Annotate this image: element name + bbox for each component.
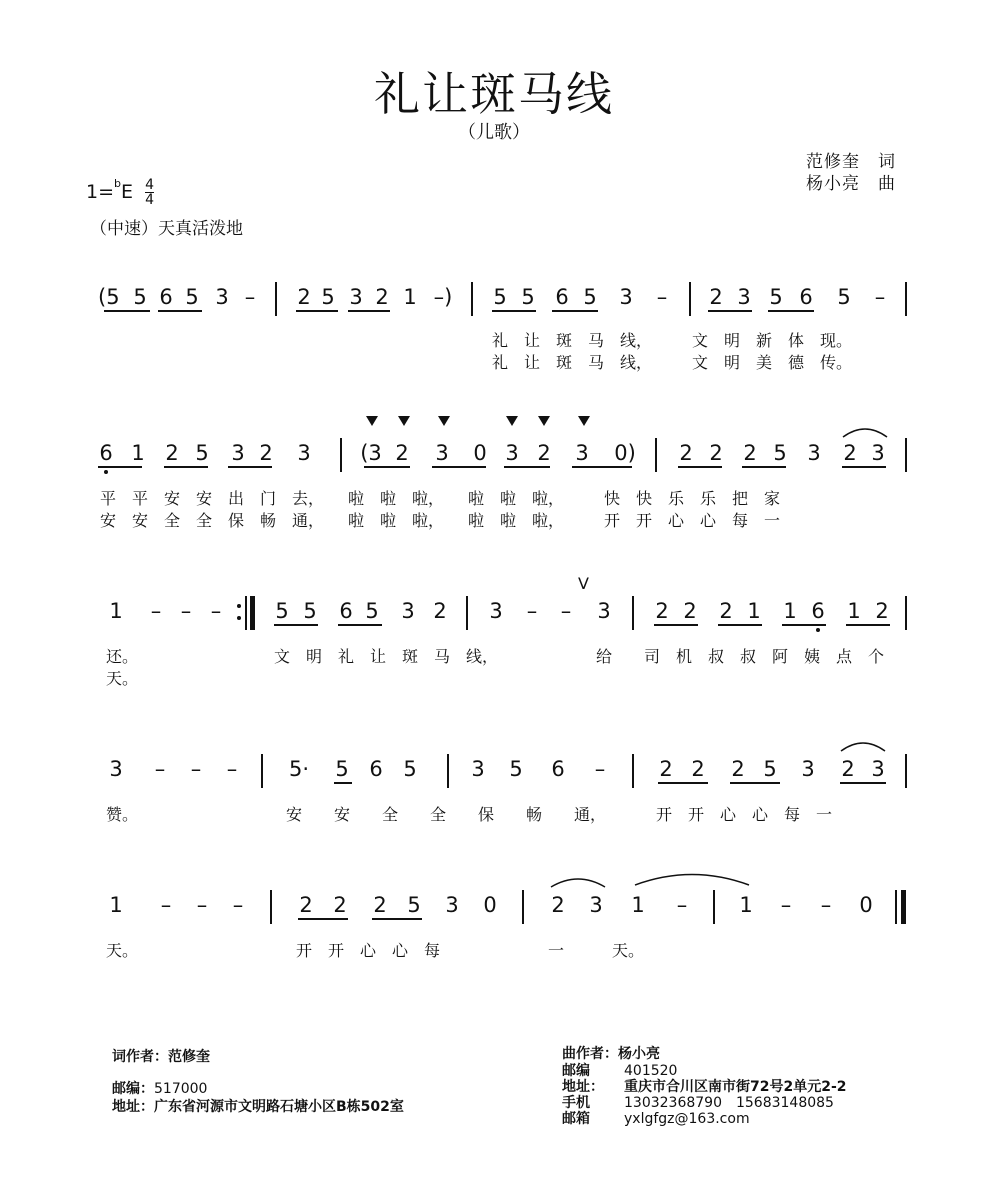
slur	[838, 738, 888, 754]
note: 2	[679, 441, 693, 465]
accent-mark	[578, 416, 590, 426]
breath-mark: V	[578, 574, 589, 593]
repeat-dot	[237, 616, 241, 620]
note: 2	[875, 599, 889, 623]
beam	[552, 310, 598, 312]
note: 2	[165, 441, 179, 465]
barline	[655, 438, 657, 472]
note: 2	[373, 893, 387, 917]
beam	[274, 624, 318, 626]
accent-mark	[506, 416, 518, 426]
tempo-marking: （中速）天真活泼地	[90, 219, 243, 239]
note: 1	[847, 599, 861, 623]
note: 6	[799, 285, 813, 309]
note: 2	[659, 757, 673, 781]
tie	[632, 868, 752, 888]
song-subtitle: （儿歌）	[458, 122, 530, 143]
note: 3	[619, 285, 633, 309]
beam	[372, 918, 422, 920]
barline	[261, 754, 263, 788]
beam	[348, 310, 390, 312]
note: 2	[375, 285, 389, 309]
lyrics-verse2-row1: 礼 让 斑 马 线， 文 明 美 德 传。	[492, 353, 853, 372]
note: 3	[445, 893, 459, 917]
note: 5	[407, 893, 421, 917]
note: (5	[98, 285, 120, 309]
note: 5	[195, 441, 209, 465]
beam	[228, 466, 272, 468]
note: 3	[807, 441, 821, 465]
note: –	[196, 893, 208, 917]
note: –	[820, 893, 832, 917]
note: 2	[709, 285, 723, 309]
note: 5	[133, 285, 147, 309]
lyrics-verse2-row2: 安 安 全 全 保 畅 通， 啦 啦 啦， 啦 啦 啦， 开 开 心 心 每 一	[100, 511, 781, 530]
accent-mark	[538, 416, 550, 426]
note: 0)	[614, 441, 636, 465]
note: –	[232, 893, 244, 917]
beam	[98, 466, 142, 468]
address-label: 地址：	[562, 1079, 604, 1095]
beam	[432, 466, 486, 468]
note: 1	[109, 893, 123, 917]
note: 1	[109, 599, 123, 623]
beam	[730, 782, 780, 784]
beam	[658, 782, 708, 784]
composer-label: 曲作者：	[562, 1046, 618, 1062]
note: (3	[360, 441, 382, 465]
key-prefix: 1=	[86, 181, 115, 203]
note: 2	[691, 757, 705, 781]
note: 0	[473, 441, 487, 465]
beam	[572, 466, 632, 468]
note: –	[780, 893, 792, 917]
barline	[689, 282, 691, 316]
note: –	[150, 599, 162, 623]
note: 3	[109, 757, 123, 781]
note: –	[656, 285, 668, 309]
note: 1	[403, 285, 417, 309]
beam	[654, 624, 698, 626]
barline	[905, 596, 907, 630]
beam	[708, 310, 752, 312]
postcode-label: 邮编	[562, 1063, 590, 1079]
note: 6	[555, 285, 569, 309]
beam	[492, 310, 536, 312]
note: 5	[321, 285, 335, 309]
staff-row-4	[0, 754, 988, 794]
postcode-value: 517000	[154, 1081, 208, 1097]
barline	[713, 890, 715, 924]
composer-email	[562, 1108, 750, 1128]
barline	[522, 890, 524, 924]
email-label: 邮箱	[562, 1111, 590, 1127]
note: –	[190, 757, 202, 781]
note: 3	[575, 441, 589, 465]
barline	[270, 890, 272, 924]
lyrics-verse1-row1: 礼 让 斑 马 线， 文 明 新 体 现。	[492, 331, 853, 350]
lyrics-row4-a: 安 安 全 全 保 畅 通，	[286, 805, 607, 824]
note: –	[244, 285, 256, 309]
note: 5	[365, 599, 379, 623]
barline	[447, 754, 449, 788]
note: 3	[505, 441, 519, 465]
lyricist-label: 词作者：	[112, 1049, 168, 1065]
note: 3	[737, 285, 751, 309]
note: 2	[843, 441, 857, 465]
beam	[742, 466, 786, 468]
note: 2	[333, 893, 347, 917]
lyricist-credit: 范修奎 词	[806, 152, 896, 172]
flat-sign: b	[114, 176, 121, 190]
final-barline	[901, 890, 906, 924]
postcode-label: 邮编：	[112, 1081, 154, 1097]
lyricist-name: 范修奎	[168, 1049, 210, 1065]
note: 5	[335, 757, 349, 781]
note: 5	[275, 599, 289, 623]
phone-value: 13032368790 15683148085	[624, 1095, 834, 1111]
beam	[298, 918, 348, 920]
barline	[471, 282, 473, 316]
note: 3	[401, 599, 415, 623]
note: 2	[551, 893, 565, 917]
note: –	[180, 599, 192, 623]
beam	[296, 310, 338, 312]
note: 3	[597, 599, 611, 623]
time-top: 4	[145, 177, 154, 193]
note: 2	[683, 599, 697, 623]
slur	[548, 874, 608, 890]
beam	[364, 466, 410, 468]
note: –	[210, 599, 222, 623]
note: 5	[769, 285, 783, 309]
note: 3	[801, 757, 815, 781]
lyrics-verse1-row3-start: 还。	[106, 647, 139, 666]
note: 5	[773, 441, 787, 465]
note: 5	[763, 757, 777, 781]
note: 2	[743, 441, 757, 465]
note: 1	[783, 599, 797, 623]
beam	[164, 466, 208, 468]
note: 5	[493, 285, 507, 309]
note: 5·	[288, 757, 310, 781]
note: 3	[871, 441, 885, 465]
note: 5	[583, 285, 597, 309]
note: 2	[433, 599, 447, 623]
beam	[158, 310, 202, 312]
note: 5	[403, 757, 417, 781]
beam	[678, 466, 722, 468]
note: 2	[731, 757, 745, 781]
beam	[338, 624, 382, 626]
postcode-value: 401520	[624, 1063, 678, 1079]
note: –	[160, 893, 172, 917]
note: –	[226, 757, 238, 781]
note: –	[594, 757, 606, 781]
note: 5	[521, 285, 535, 309]
low-octave-dot	[104, 470, 108, 474]
barline	[275, 282, 277, 316]
repeat-dot	[237, 604, 241, 608]
note: –)	[433, 285, 453, 309]
lyrics-row5-a: 开 开 心 心 每	[296, 941, 441, 960]
phone-label: 手机	[562, 1095, 590, 1111]
note: 3	[215, 285, 229, 309]
note: 3	[231, 441, 245, 465]
note: –	[526, 599, 538, 623]
lyrics-verse1-row2: 平 平 安 安 出 门 去， 啦 啦 啦， 啦 啦 啦， 快 快 乐 乐 把 家	[100, 489, 781, 508]
note: 3	[471, 757, 485, 781]
note: –	[874, 285, 886, 309]
time-bottom: 4	[145, 192, 154, 208]
note: 3	[589, 893, 603, 917]
beam	[334, 782, 352, 784]
staff-row-2	[0, 438, 988, 478]
note: 3	[435, 441, 449, 465]
beam	[840, 782, 886, 784]
lyricist-address	[112, 1096, 404, 1116]
note: 2	[655, 599, 669, 623]
note: 6	[99, 441, 113, 465]
note: 5	[303, 599, 317, 623]
note: 5	[185, 285, 199, 309]
beam	[104, 310, 150, 312]
beam	[782, 624, 826, 626]
barline	[245, 596, 247, 630]
key-note: E	[121, 181, 134, 203]
lyrics-row4-b: 开 开 心 心 每 一	[656, 805, 833, 824]
note: 2	[299, 893, 313, 917]
barline	[632, 754, 634, 788]
staff-row-3	[0, 596, 988, 636]
note: –	[154, 757, 166, 781]
email-value: yxlgfgz@163.com	[624, 1111, 750, 1127]
note: 2	[297, 285, 311, 309]
lyricist-postcode	[112, 1078, 207, 1098]
note: 6	[339, 599, 353, 623]
beam	[768, 310, 814, 312]
lyrics-chorus-row3-b: 给 司 机 叔 叔 阿 姨 点 个	[596, 647, 885, 666]
note: 5	[837, 285, 851, 309]
note: 3	[297, 441, 311, 465]
barline	[632, 596, 634, 630]
lyrics-verse2-row3-start: 天。	[106, 669, 139, 688]
note: 6	[551, 757, 565, 781]
repeat-barline	[250, 596, 255, 630]
note: 1	[747, 599, 761, 623]
note: 3	[489, 599, 503, 623]
composer-credit: 杨小亮 曲	[806, 174, 896, 194]
barline	[905, 282, 907, 316]
lyrics-chorus-row3-a: 文 明 礼 让 斑 马 线，	[274, 647, 499, 666]
accent-mark	[438, 416, 450, 426]
note: 1	[631, 893, 645, 917]
slur	[840, 424, 890, 440]
note: 1	[739, 893, 753, 917]
staff-row-1	[0, 282, 988, 322]
lyricist-info	[112, 1046, 210, 1066]
note: 1	[131, 441, 145, 465]
lyrics-row5-b: 一 天。	[548, 941, 645, 960]
note: 6	[369, 757, 383, 781]
note: 0	[859, 893, 873, 917]
address-label: 地址：	[112, 1099, 154, 1115]
key-signature	[86, 178, 154, 207]
note: 2	[841, 757, 855, 781]
note: 2	[709, 441, 723, 465]
note: 2	[259, 441, 273, 465]
accent-mark	[366, 416, 378, 426]
note: 6	[159, 285, 173, 309]
note: 6	[811, 599, 825, 623]
beam	[842, 466, 886, 468]
note: –	[560, 599, 572, 623]
low-octave-dot	[816, 628, 820, 632]
barline	[905, 438, 907, 472]
barline	[466, 596, 468, 630]
accent-mark	[398, 416, 410, 426]
note: 2	[395, 441, 409, 465]
beam	[846, 624, 890, 626]
lyrics-row5-start: 天。	[106, 941, 139, 960]
note: 3	[871, 757, 885, 781]
note: 5	[509, 757, 523, 781]
barline	[340, 438, 342, 472]
note: 2	[537, 441, 551, 465]
composer-name: 杨小亮	[618, 1046, 660, 1062]
note: 3	[349, 285, 363, 309]
time-signature	[145, 178, 154, 207]
beam	[718, 624, 762, 626]
note: 2	[719, 599, 733, 623]
address-value: 重庆市合川区南市街72号2单元2-2	[624, 1079, 847, 1095]
note: 0	[483, 893, 497, 917]
song-title: 礼让斑马线	[374, 67, 614, 121]
address-value: 广东省河源市文明路石塘小区B栋502室	[154, 1099, 404, 1115]
note: –	[676, 893, 688, 917]
beam	[504, 466, 550, 468]
barline	[905, 754, 907, 788]
barline	[895, 890, 897, 924]
staff-row-5	[0, 890, 988, 930]
lyrics-row4-start: 赞。	[106, 805, 139, 824]
